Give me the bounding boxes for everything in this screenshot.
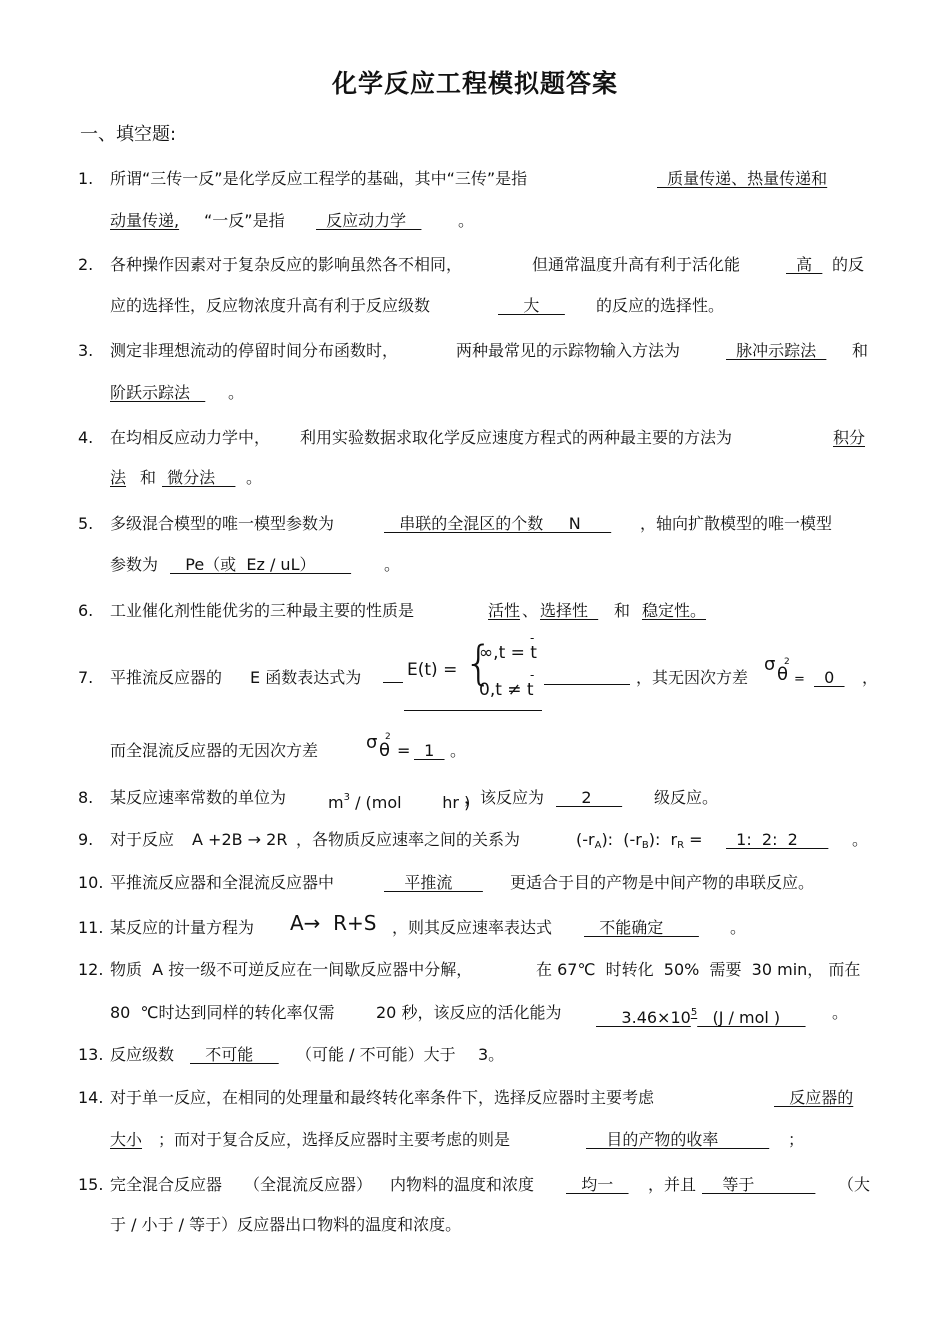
question-text: 测定非理想流动的停留时间分布函数时， <box>110 341 399 360</box>
rate-relation <box>576 830 703 856</box>
question-number: 3. <box>78 341 94 360</box>
punctuation: 。 <box>852 830 869 849</box>
question-text: 反应级数 <box>110 1045 175 1064</box>
question-text: （大 <box>838 1175 871 1194</box>
question-number: 9. <box>78 830 94 849</box>
question-text: 各种操作因素对于复杂反应的影响虽然各不相同， <box>110 255 463 274</box>
unit-exponent: 3 <box>343 792 350 803</box>
answer-value: 3.46×10 <box>596 1008 691 1027</box>
answer-blank: 动量传递, <box>110 211 180 230</box>
rate-text: ): (-r <box>601 830 642 849</box>
theta-symbol: θ <box>379 740 391 761</box>
question-number: 7. <box>78 668 94 687</box>
reaction-equation: A +2B → 2R <box>192 830 288 849</box>
answer-underline <box>383 682 403 683</box>
answer-blank: 大小 <box>110 1130 143 1149</box>
question-text: 的反应的选择性。 <box>596 296 725 315</box>
overbar-mark: - <box>530 668 535 682</box>
answer-blank: Pe（或 Ez / uL） <box>170 555 352 574</box>
answer-underline <box>404 710 542 711</box>
sigma-symbol: σ <box>764 654 776 675</box>
punctuation: ， <box>862 668 879 687</box>
answer-blank: 高 <box>786 255 823 274</box>
question-number: 14. <box>78 1088 104 1107</box>
answer-blank: 均一 <box>566 1175 629 1194</box>
question-text: 两种最常见的示踪物输入方法为 <box>456 341 681 360</box>
subscript: R <box>677 840 685 851</box>
question-text: ，则其反应速率表达式 <box>392 918 553 937</box>
question-text: 对于反应 <box>110 830 175 849</box>
question-text: 对于单一反应，在相同的处理量和最终转化率条件下，选择反应器时主要考虑 <box>110 1088 655 1107</box>
answer-blank: 不可能 <box>190 1045 279 1064</box>
question-text: 3。 <box>478 1045 505 1064</box>
formula-case: 0,t ≠ t <box>479 680 534 700</box>
question-text: 参数为 <box>110 555 159 574</box>
rate-text: = <box>684 830 703 849</box>
answer-blank: 稳定性。 <box>642 601 707 620</box>
question-text: 物质 A 按一级不可逆反应在一间歇反应器中分解， <box>110 960 473 979</box>
question-text: E 函数表达式为 <box>250 668 362 687</box>
rate-text: (-r <box>576 830 595 849</box>
overbar-mark: - <box>530 631 535 645</box>
question-text: 完全混合反应器 <box>110 1175 223 1194</box>
question-text: 所谓“三传一反”是化学反应工程学的基础，其中“三传”是指 <box>110 169 528 188</box>
answer-blank: 等于 <box>702 1175 816 1194</box>
punctuation: 。 <box>450 741 467 760</box>
answer-blank: 目的产物的收率 <box>586 1130 770 1149</box>
answer-blank: 串联的全混区的个数 N <box>384 514 612 533</box>
answer-exponent: 5 <box>690 1007 698 1018</box>
punctuation: 。 <box>246 468 263 487</box>
question-text: （可能 / 不可能）大于 <box>296 1045 456 1064</box>
sigma-symbol: σ <box>366 732 378 753</box>
superscript: 2 <box>784 657 790 667</box>
answer-blank: 1 <box>414 741 445 760</box>
question-text: ，并且 <box>648 1175 697 1194</box>
answer-blank: 1: 2: 2 <box>726 830 829 849</box>
question-text: ，其无因次方差 <box>636 668 749 687</box>
unit <box>328 788 470 813</box>
question-text: 某反应速率常数的单位为 <box>110 788 287 807</box>
question-text: （全混流反应器） <box>244 1175 373 1194</box>
answer-blank: 2 <box>556 788 623 807</box>
question-text: 更适合于目的产物是中间产物的串联反应。 <box>510 873 815 892</box>
question-number: 4. <box>78 428 94 447</box>
question-text: ，轴向扩散模型的唯一模型 <box>640 514 833 533</box>
question-number: 13. <box>78 1045 104 1064</box>
answer-blank: 反应动力学 <box>316 211 422 230</box>
question-text: 但通常温度升高有利于活化能 <box>532 255 741 274</box>
answer-blank <box>596 1003 806 1028</box>
answer-underline <box>544 684 630 685</box>
equals-sign: = <box>397 741 411 760</box>
question-text: 内物料的温度和浓度 <box>390 1175 535 1194</box>
punctuation: 、 <box>522 601 539 620</box>
answer-blank: 选择性 <box>540 601 599 620</box>
subscript: A <box>594 840 602 851</box>
question-text: 和 <box>614 601 631 620</box>
question-text: 和 <box>140 468 157 487</box>
question-number: 6. <box>78 601 94 620</box>
question-text: 多级混合模型的唯一模型参数为 <box>110 514 335 533</box>
question-text: 20 秒，该反应的活化能为 <box>376 1003 562 1022</box>
unit-rest: / (mol hr ) <box>355 793 471 812</box>
answer-blank: 大 <box>498 296 565 315</box>
answer-blank: 脉冲示踪法 <box>726 341 827 360</box>
question-number: 2. <box>78 255 94 274</box>
brace-icon: { <box>464 636 494 690</box>
section-heading: 一、填空题: <box>80 124 177 145</box>
answer-blank: 质量传递、热量传递和 <box>657 169 828 188</box>
punctuation: 。 <box>384 555 401 574</box>
answer-blank: 平推流 <box>384 873 483 892</box>
question-text: 而全混流反应器的无因次方差 <box>110 741 319 760</box>
question-text: 应的选择性，反应物浓度升高有利于反应级数 <box>110 296 431 315</box>
question-text: ，该反应为 <box>464 788 545 807</box>
question-text: “一反”是指 <box>204 211 285 230</box>
unit-base: m <box>328 793 344 812</box>
punctuation: ； <box>788 1130 805 1149</box>
question-text: ，各物质反应速率之间的关系为 <box>296 830 521 849</box>
punctuation: 。 <box>832 1003 849 1022</box>
answer-blank: 法 <box>110 468 127 487</box>
question-number: 15. <box>78 1175 104 1194</box>
question-number: 11. <box>78 918 104 937</box>
formula-case: ∞,t = t <box>479 643 537 663</box>
question-text: 平推流反应器的 <box>110 668 223 687</box>
question-number: 1. <box>78 169 94 188</box>
question-text: 在均相反应动力学中， <box>110 428 271 447</box>
theta-symbol: θ <box>777 664 789 685</box>
question-text: 平推流反应器和全混流反应器中 <box>110 873 335 892</box>
question-text: 工业催化剂性能优劣的三种最主要的性质是 <box>110 601 415 620</box>
question-text: 级反应。 <box>654 788 719 807</box>
superscript: 2 <box>385 732 391 742</box>
answer-unit: (J / mol ) <box>697 1008 806 1027</box>
answer-blank: 不能确定 <box>584 918 699 937</box>
page-title: 化学反应工程模拟题答案 <box>331 69 618 98</box>
question-text: 利用实验数据求取化学反应速度方程式的两种最主要的方法为 <box>300 428 733 447</box>
question-text: 80 ℃时达到同样的转化率仅需 <box>110 1003 335 1022</box>
answer-blank: 活性 <box>488 601 521 620</box>
question-text: ；而对于复合反应，选择反应器时主要考虑的则是 <box>158 1130 511 1149</box>
question-text: 在 67℃ 时转化 50% 需要 30 min， 而在 <box>536 960 861 979</box>
question-text: 的反 <box>832 255 865 274</box>
question-number: 10. <box>78 873 104 892</box>
question-number: 8. <box>78 788 94 807</box>
answer-blank: 阶跃示踪法 <box>110 383 206 402</box>
reaction-equation: A→ R+S <box>290 911 377 935</box>
formula-lhs: E(t) = <box>407 660 458 680</box>
punctuation: 。 <box>730 918 747 937</box>
answer-blank: 微分法 <box>162 468 236 487</box>
subscript: B <box>641 840 649 851</box>
punctuation: 。 <box>458 211 475 230</box>
question-text: 和 <box>852 341 869 360</box>
question-number: 5. <box>78 514 94 533</box>
punctuation: 。 <box>228 383 245 402</box>
question-text: 于 / 小于 / 等于）反应器出口物料的温度和浓度。 <box>110 1215 462 1234</box>
question-number: 12. <box>78 960 104 979</box>
answer-blank: 反应器的 <box>774 1088 854 1107</box>
answer-blank: 0 <box>814 668 845 687</box>
question-text: 某反应的计量方程为 <box>110 918 255 937</box>
equals-sign: = <box>794 672 805 687</box>
rate-text: ): r <box>648 830 678 849</box>
answer-blank: 积分 <box>833 428 866 447</box>
